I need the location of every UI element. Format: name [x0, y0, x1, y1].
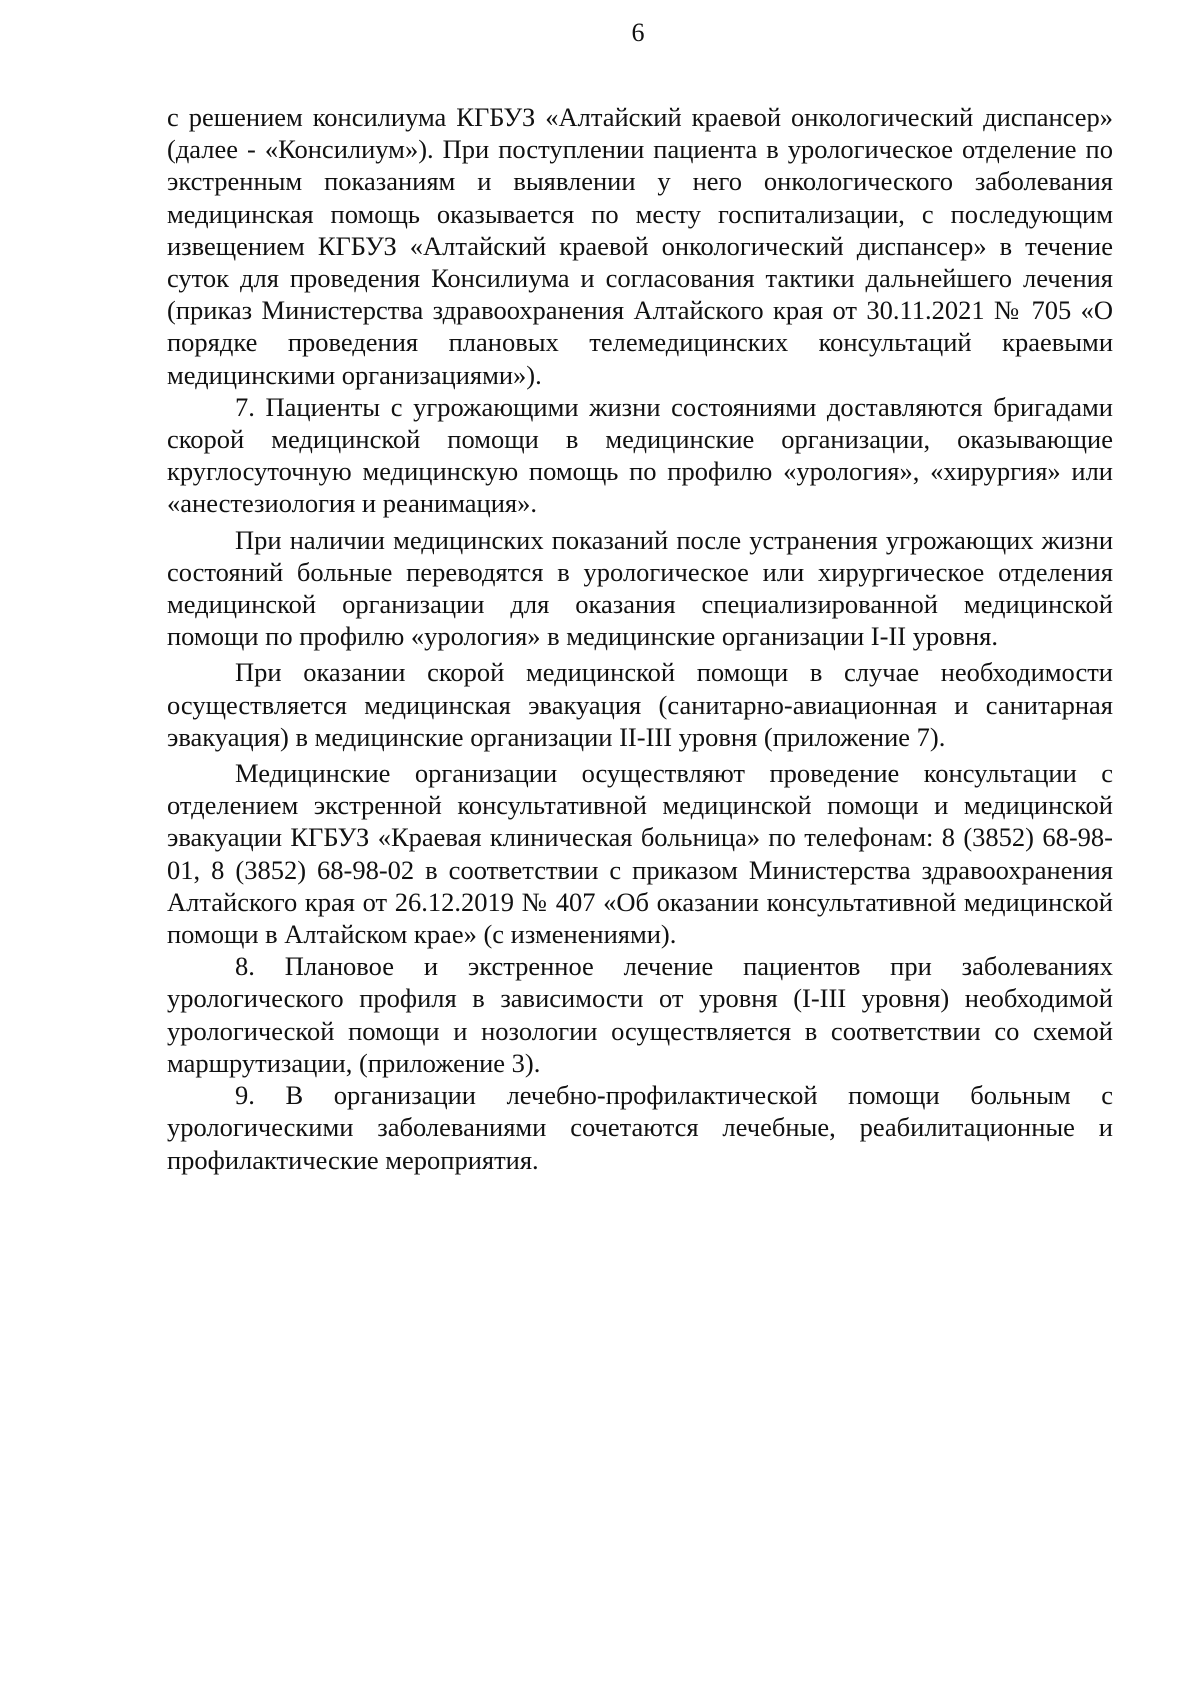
paragraph-item-8-treatment-routing: 8. Плановое и экстренное лечение пациентов при заболеваниях урологического профиля в зависимости от уровня (I-III уровня) необходимой урологической помощи и нозологии осуществляется в соответствии со схемой маршрутизации, (приложение 3).: [167, 951, 1113, 1078]
page-number: 6: [631, 18, 645, 47]
paragraph-item-9-combined-measures: 9. В организации лечебно-профилактической помощи больным с урологическими заболеваниями сочетаются лечебные, реабилитационные и профилактические мероприятия.: [167, 1080, 1113, 1175]
paragraph-consilium-continuation: с решением консилиума КГБУЗ «Алтайский краевой онкологический диспансер» (далее - «Консилиум»). При поступлении пациента в урологическое отделение по экстренным показаниям и выявлении у него онкологического заболевания медицинская помощь оказывается по месту госпитализации, с последующим извещением КГБУЗ «Алтайский краевой онкологический диспансер» в течение суток для проведения Консилиума и согласования тактики дальнейшего лечения (приказ Министерства здравоохранения Алтайского края от 30.11.2021 № 705 «О порядке проведения плановых телемедицинских консультаций краевыми медицинскими организациями»).: [167, 102, 1113, 390]
paragraph-transfer-after-stabilization: При наличии медицинских показаний после устранения угрожающих жизни состояний больные переводятся в урологическое или хирургическое отделения медицинской организации для оказания специализированной медицинской помощи по профилю «урология» в медицинские организации I-II уровня.: [167, 524, 1113, 652]
paragraph-consultation-phones: Медицинские организации осуществляют проведение консультации с отделением экстренной консультативной медицинской помощи и медицинской эвакуации КГБУЗ «Краевая клиническая больница» по телефонам: 8 (3852) 68-98-01, 8 (3852) 68-98-02 в соответствии с приказом Министерства здравоохранения Алтайского края от 26.12.2019 № 407 «Об оказании консультативной медицинской помощи в Алтайском крае» (с изменениями).: [167, 758, 1113, 950]
document-body: [167, 101, 1113, 1176]
paragraph-item-7-emergency-delivery: 7. Пациенты с угрожающими жизни состояниями доставляются бригадами скорой медицинской помощи в медицинские организации, оказывающие круглосуточную медицинскую помощь по профилю «урология», «хирургия» или «анестезиология и реанимация».: [167, 391, 1113, 519]
paragraph-medical-evacuation: При оказании скорой медицинской помощи в случае необходимости осуществляется медицинская эвакуация (санитарно-авиационная и санитарная эвакуация) в медицинские организации II-III уровня (приложение 7).: [167, 657, 1113, 752]
